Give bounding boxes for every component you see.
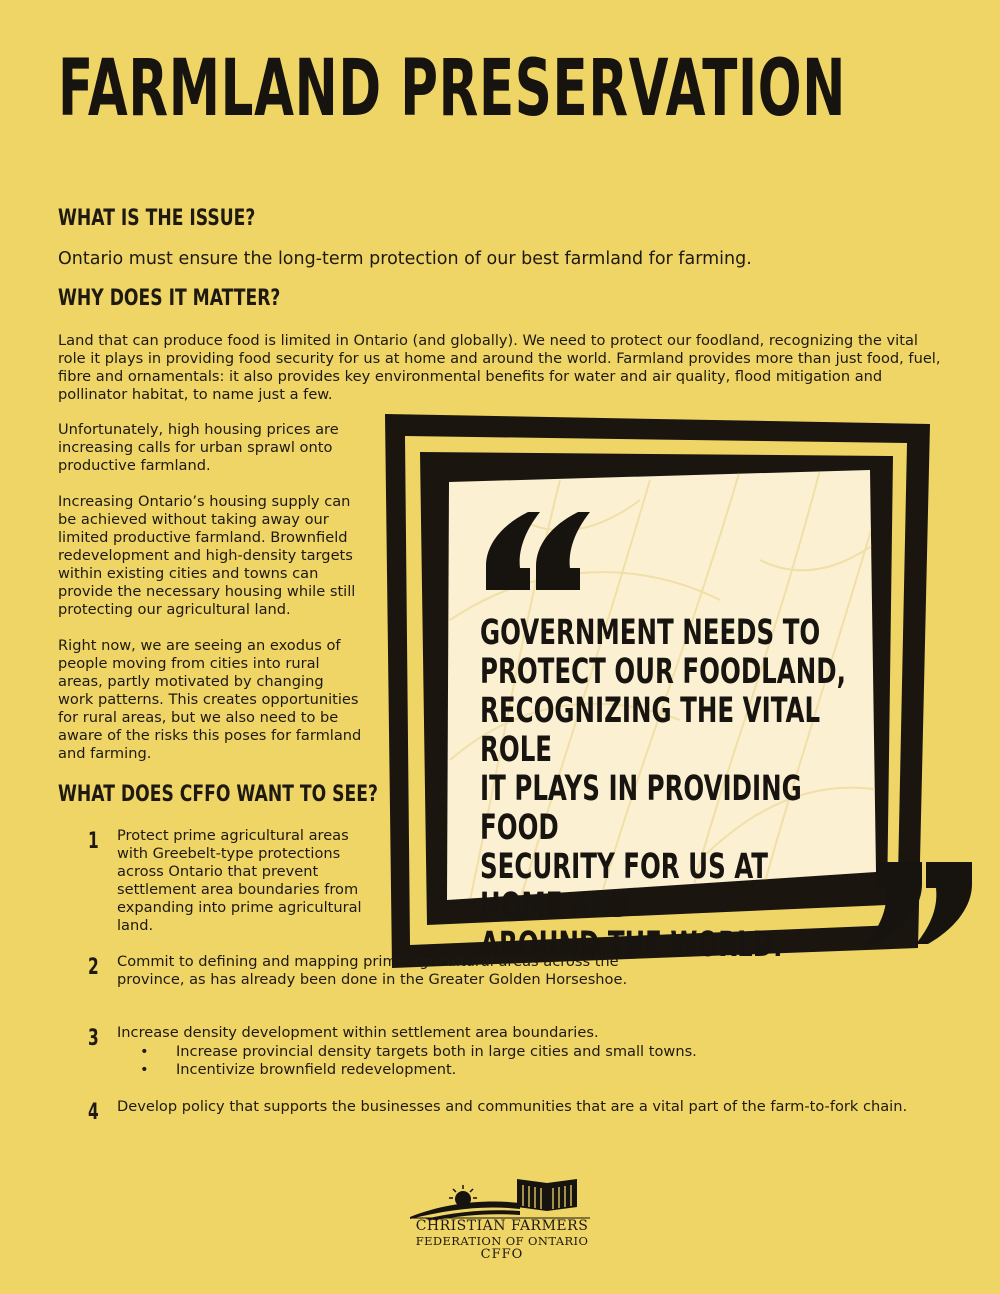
page-title: FARMLAND PRESERVATION (58, 44, 846, 134)
issue-statement: Ontario must ensure the long-term protection of our best farmland for farming. (58, 249, 752, 269)
item-text-4: Develop policy that supports the businesses and communities that are a vital part of the farm-to-fork chain. (117, 1098, 908, 1115)
logo-name-line-1: CHRISTIAN FARMERS (415, 1218, 589, 1234)
item-number-3: 3 (88, 1026, 99, 1051)
item-text-1: Protect prime agricultural areas with Greebelt-type protections across Ontario that prevent settlement area boundaries from expanding into prime agricultural land. (117, 827, 362, 934)
bullet-icon: • (140, 1061, 149, 1078)
why-paragraph-3: Increasing Ontario’s housing supply can be achieved without taking away our limited productive farmland. Brownfield redevelopment and high-density targets within existing cities and towns can provide the necessary housing while still protecting our agricultural land. (58, 493, 356, 618)
section-heading-issue: WHAT IS THE ISSUE? (58, 206, 256, 231)
why-paragraph-2: Unfortunately, high housing prices are increasing calls for urban sprawl onto productive farmland. (58, 421, 339, 474)
why-paragraph-1: Land that can produce food is limited in Ontario (and globally). We need to protect our foodland, recognizing the vital role it plays in providing food security for us at home and around the world. Farmland provides more than just food, fuel, fibre and ornamentals: it also provides key environmental benefits for water and air quality, flood mitigation and pollinator habitat, to name just a few. (58, 332, 941, 403)
item-text-2: Commit to defining and mapping prime agricultural areas across the province, as has already been done in the Greater Golden Horseshoe. (117, 953, 628, 988)
item-number-1: 1 (88, 829, 99, 854)
item-number-4: 4 (88, 1100, 99, 1125)
pull-quote: GOVERNMENT NEEDS TO PROTECT OUR FOODLAND, RECOGNIZING THE VITAL ROLE IT PLAYS IN PROVIDING FOOD SECURITY FOR US AT HOME AND AROUND THE WORLD. (480, 613, 846, 965)
why-paragraph-4: Right now, we are seeing an exodus of people moving from cities into rural areas, partly motivated by changing work patterns. This creates opportunities for rural areas, but we also need to be aware of the risks this poses for farmland and farming. (58, 637, 362, 762)
section-heading-why: WHY DOES IT MATTER? (58, 286, 281, 311)
item-number-2: 2 (88, 955, 99, 980)
logo-name-line-2: FEDERATION OF ONTARIO (415, 1234, 589, 1248)
section-heading-want: WHAT DOES CFFO WANT TO SEE? (58, 782, 378, 807)
logo-acronym: CFFO (480, 1247, 524, 1262)
item-3-bullet-1: Increase provincial density targets both in large cities and small towns. (176, 1043, 697, 1060)
item-3-bullet-2: Incentivize brownfield redevelopment. (176, 1061, 457, 1078)
item-text-3: Increase density development within settlement area boundaries. (117, 1024, 599, 1041)
bullet-icon: • (140, 1043, 149, 1060)
cffo-logo-icon (405, 1165, 595, 1220)
